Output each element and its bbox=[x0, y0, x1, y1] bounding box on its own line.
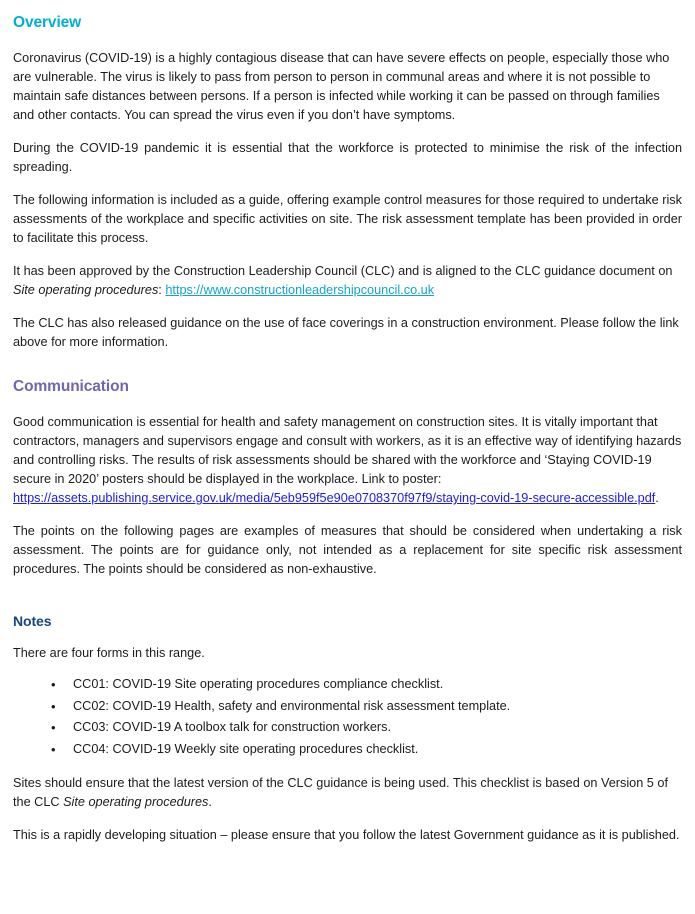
spacer bbox=[13, 396, 682, 413]
list-item-label: CC04: COVID-19 Weekly site operating procedures checklist. bbox=[73, 741, 419, 756]
section-heading-notes: Notes bbox=[13, 613, 52, 629]
communication-paragraph-3: The points on the following pages are examples of measures that should be considered when undertaking a risk assessment. The points are for guidance only, not intended as a replacement for site specific risk assessment procedures. The points should be considered as non-exhaustive. bbox=[13, 524, 682, 576]
section-heading-communication: Communication bbox=[13, 378, 129, 395]
overview-paragraph-1: Coronavirus (COVID-19) is a highly contagious disease that can have severe effects on people, especially those who are vulnerable. The virus is likely to pass from person to person in communal areas and where it is not possible to maintain safe distances between persons. If a person is infected while working it can be passed on through families and other contacts. You can spread the virus even if you don’t have symptoms. bbox=[13, 51, 670, 122]
communication-p2-suffix: . bbox=[655, 491, 659, 505]
communication-paragraph-1: Good communication is essential for health and safety management on construction sites. It is vitally important that contractors, managers and supervisors engage and consult with workers, as it is an effective way of identifying hazards and controlling risks. The results of risk assessments should be shared with the workforce and ‘Staying COVID-19 secure in 2020’ posters should be displayed in the workplace. Link to poster: bbox=[13, 415, 682, 486]
overview-p4-colon: : bbox=[158, 283, 166, 297]
spacer bbox=[13, 812, 682, 826]
notes-intro-text: There are four forms in this range. bbox=[13, 646, 205, 660]
forms-list bbox=[13, 674, 682, 760]
overview-paragraph-4 bbox=[13, 262, 682, 300]
communication-poster-link-paragraph bbox=[13, 489, 682, 508]
spacer bbox=[13, 629, 682, 644]
spacer bbox=[13, 352, 682, 378]
overview-p4-italic-title: Site operating procedures bbox=[13, 283, 159, 297]
overview-paragraph-5: The CLC has also released guidance on the use of face coverings in a construction environment. Please follow the link above for more information. bbox=[13, 316, 679, 349]
overview-p4-prefix: It has been approved by the Construction Leadership Council (CLC) and is aligned to the CLC guidance document on bbox=[13, 264, 673, 278]
list-item-label: CC01: COVID-19 Site operating procedures compliance checklist. bbox=[73, 677, 444, 691]
bullet-icon: • bbox=[51, 741, 56, 757]
spacer bbox=[13, 32, 682, 49]
spacer bbox=[13, 177, 682, 191]
bullet-icon: • bbox=[51, 677, 56, 692]
list-item-label: CC02: COVID-19 Health, safety and environmental risk assessment template. bbox=[73, 698, 511, 713]
staying-covid-secure-poster-link[interactable]: https://assets.publishing.service.gov.uk/media/5eb959f5e90e0708370f97f9/staying-covid-19-secure-accessible.pdf bbox=[13, 491, 656, 505]
notes-closing-paragraph-2: This is a rapidly developing situation – please ensure that you follow the latest Government guidance as it is published. bbox=[13, 828, 680, 842]
list-item bbox=[13, 696, 682, 718]
spacer bbox=[13, 508, 682, 522]
list-item bbox=[13, 717, 682, 739]
bullet-icon: • bbox=[51, 698, 56, 714]
spacer bbox=[13, 300, 682, 314]
notes-closing-p1-suffix: . bbox=[208, 795, 212, 809]
clc-website-link[interactable]: https://www.constructionleadershipcouncil.co.uk bbox=[165, 283, 435, 297]
section-heading-overview: Overview bbox=[13, 14, 82, 31]
spacer bbox=[13, 125, 682, 139]
notes-closing-paragraph-1 bbox=[13, 774, 682, 812]
spacer bbox=[13, 579, 682, 613]
overview-paragraph-2: During the COVID-19 pandemic it is essential that the workforce is protected to minimise the risk of the infection spreading. bbox=[13, 141, 682, 174]
list-item-label: CC03: COVID-19 A toolbox talk for construction workers. bbox=[73, 720, 392, 734]
notes-closing-p1-prefix: Sites should ensure that the latest version of the CLC guidance is being used. This checklist is based on Version 5 of the CLC bbox=[13, 776, 668, 809]
bullet-icon: • bbox=[51, 720, 56, 735]
spacer bbox=[13, 248, 682, 262]
overview-paragraph-3: The following information is included as a guide, offering example control measures for those required to undertake risk assessments of the workplace and specific activities on site. The risk assessment template has been provided in order to facilitate this process. bbox=[13, 193, 682, 245]
notes-closing-italic-title: Site operating procedures bbox=[63, 795, 209, 809]
spacer bbox=[13, 760, 682, 774]
list-item bbox=[13, 674, 682, 696]
list-item bbox=[13, 739, 682, 761]
spacer bbox=[13, 663, 682, 674]
